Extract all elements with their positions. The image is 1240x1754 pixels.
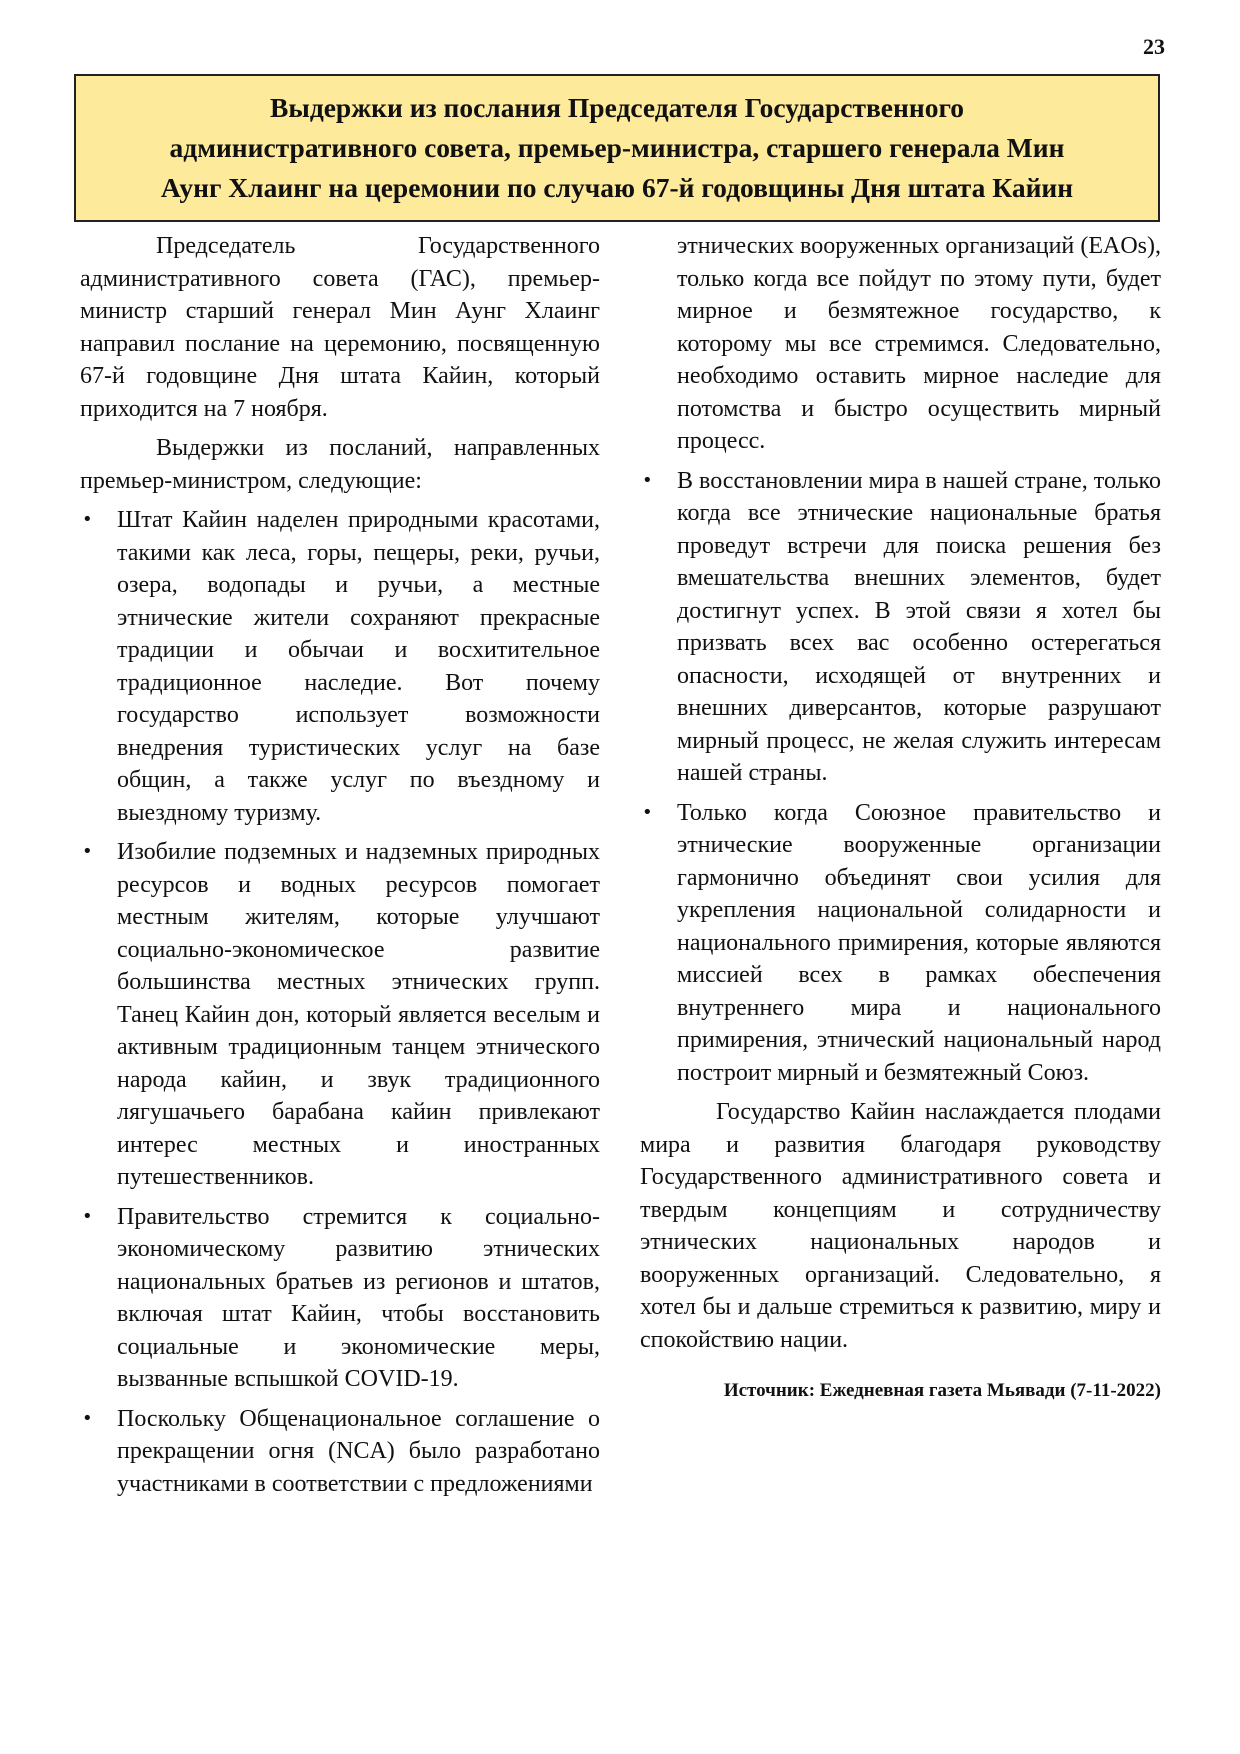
list-item xyxy=(640,797,1161,1090)
title-line: Выдержки из послания Председателя Государственного xyxy=(270,92,964,123)
list-item-text: этнических вооруженных организаций (EAOs), только когда все пойдут по этому пути, будет мирное и безмятежное государство, к которому мы все стремимся. Следовательно, необходимо оставить мирное наследие для потомства и быстро осуществить мирный процесс. xyxy=(677,233,1161,454)
left-column xyxy=(80,230,600,1507)
closing-paragraph: Государство Кайин наслаждается плодами мира и развития благодаря руководству Государственного административного совета и твердым концепциям и сотрудничеству этнических национальных народов и вооруженных организаций. Следовательно, я хотел бы и дальше стремиться к развитию, миру и спокойствию нации. xyxy=(640,1099,1161,1353)
list-item xyxy=(80,1201,600,1396)
title-box xyxy=(74,74,1160,222)
list-item xyxy=(640,465,1161,790)
page-number: 23 xyxy=(1143,34,1165,59)
right-column xyxy=(640,230,1161,1404)
bullet-list xyxy=(80,504,600,1500)
bullet-icon: • xyxy=(642,469,653,491)
bullet-icon: • xyxy=(82,841,93,862)
bullet-icon: • xyxy=(82,1205,93,1227)
bullet-icon: • xyxy=(642,801,653,823)
title-line: административного совета, премьер-министра, старшего генерала Мин xyxy=(169,132,1065,163)
list-item-text: Только когда Союзное правительство и этнические вооруженные организации гармонично объединят свои усилия для укрепления национальной солидарности и национального примирения, которые являются миссией всех в рамках обеспечения внутреннего мира и национального примирения, этнический национальный народ построит мирный и безмятежный Союз. xyxy=(677,799,1161,1086)
list-item xyxy=(80,1403,600,1501)
list-item xyxy=(80,836,600,1194)
bullet-list xyxy=(640,230,1161,1089)
list-item-continuation xyxy=(640,230,1161,458)
list-item-text: Правительство стремится к социально-экономическому развитию этнических национальных братьев из регионов и штатов, включая штат Кайин, чтобы восстановить социальные и экономические меры, вызванные вспышкой COVID-19. xyxy=(117,1203,600,1392)
bullet-icon: • xyxy=(82,509,93,530)
source-citation: Источник: Ежедневная газета Мьявади (7-11-2022) xyxy=(723,1380,1161,1401)
list-item-text: Изобилие подземных и надземных природных ресурсов и водных ресурсов помогает местным жителям, которые улучшают социально-экономическое развитие большинства местных этнических групп. Танец Кайин дон, который является веселым и активным традиционным танцем этнического народа кайин, и звук традиционного лягушачьего барабана кайин привлекают интерес местных и иностранных путешественников. xyxy=(117,839,600,1190)
intro-paragraph: Выдержки из посланий, направленных премьер-министром, следующие: xyxy=(80,435,600,494)
list-item-text: Штат Кайин наделен природными красотами, такими как леса, горы, пещеры, реки, ручьи, озера, водопады и ручьи, а местные этнические жители сохраняют прекрасные традиции и обычаи и восхитительное традиционное наследие. Вот почему государство использует возможности внедрения туристических услуг на базе общин, а также услуг по въездному и выездному туризму. xyxy=(117,507,600,826)
bullet-icon: • xyxy=(82,1407,93,1429)
list-item-text: Поскольку Общенациональное соглашение о прекращении огня (NCA) было разработано участниками в соответствии с предложениями xyxy=(117,1405,600,1497)
list-item-text: В восстановлении мира в нашей стране, только когда все этнические национальные братья проведут встречи для поиска решения без вмешательства внешних элементов, будет достигнут успех. В этой связи я хотел бы призвать всех вас особенно остерегаться опасности, исходящей от внутренних и внешних диверсантов, которые разрушают мирный процесс, не желая служить интересам нашей страны. xyxy=(677,467,1161,786)
title-line: Аунг Хлаинг на церемонии по случаю 67-й годовщины Дня штата Кайин xyxy=(160,172,1074,203)
list-item xyxy=(80,504,600,829)
intro-paragraph: Председатель Государственного административного совета (ГАС), премьер-министр старший генерал Мин Аунг Хлаинг направил послание на церемонию, посвященную 67-й годовщине Дня штата Кайин, который приходится на 7 ноября. xyxy=(80,233,600,422)
